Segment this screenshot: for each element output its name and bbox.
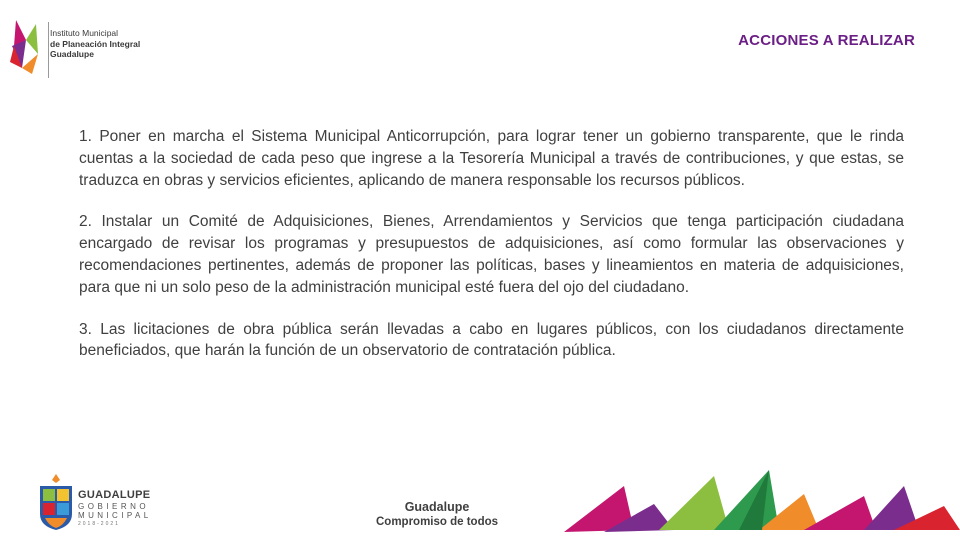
- logo-divider: [48, 22, 49, 78]
- institute-logo: [8, 16, 158, 78]
- logo-line-3: Guadalupe: [50, 49, 94, 59]
- institute-logo-text: [50, 28, 140, 60]
- logo-line-1: Instituto Municipal: [50, 28, 119, 38]
- gob-years: 2018-2021: [78, 521, 120, 527]
- decorative-mountains: [564, 466, 960, 540]
- actions-list: [79, 126, 904, 382]
- slogan: [360, 500, 514, 530]
- logo-line-2: de Planeación Integral: [50, 38, 141, 49]
- gob-line-2: GOBIERNO: [78, 502, 150, 511]
- slogan-line-1: Guadalupe: [404, 500, 470, 514]
- slide-title: ACCIONES A REALIZAR: [738, 32, 915, 49]
- government-logo-text: [78, 489, 158, 527]
- institute-logo-mark: [8, 16, 44, 78]
- gob-line-1: GUADALUPE: [78, 489, 151, 501]
- gob-line-3: MUNICIPAL: [78, 511, 152, 520]
- action-item-1: 1. Poner en marcha el Sistema Municipal Anticorrupción, para lograr tener un gobierno transparente, que le rinda cuentas a la sociedad de cada peso que ingrese a la Tesorería Municipal a través de contribuciones, y que estas, se traduzca en obras y servicios eficientes, aplicando de manera responsable los recursos públicos.: [79, 128, 904, 189]
- action-item-3: 3. Las licitaciones de obra pública serán llevadas a cabo en lugares públicos, con los ciudadanos directamente beneficiados, que harán la función de un observatorio de contratación pública.: [79, 320, 904, 360]
- action-item-2: 2. Instalar un Comité de Adquisiciones, Bienes, Arrendamientos y Servicios que tenga participación ciudadana encargado de revisar los programas y presupuestos de adquisiciones, así como formular las observaciones y recomendaciones pertinentes, además de proponer las políticas, bases y lineamientos en materia de adquisiciones, para que ni un solo peso de la administración municipal esté fuera del ojo del ciudadano.: [79, 213, 904, 296]
- municipal-seal-icon: [36, 474, 76, 532]
- slogan-line-2: Compromiso de todos: [375, 516, 499, 528]
